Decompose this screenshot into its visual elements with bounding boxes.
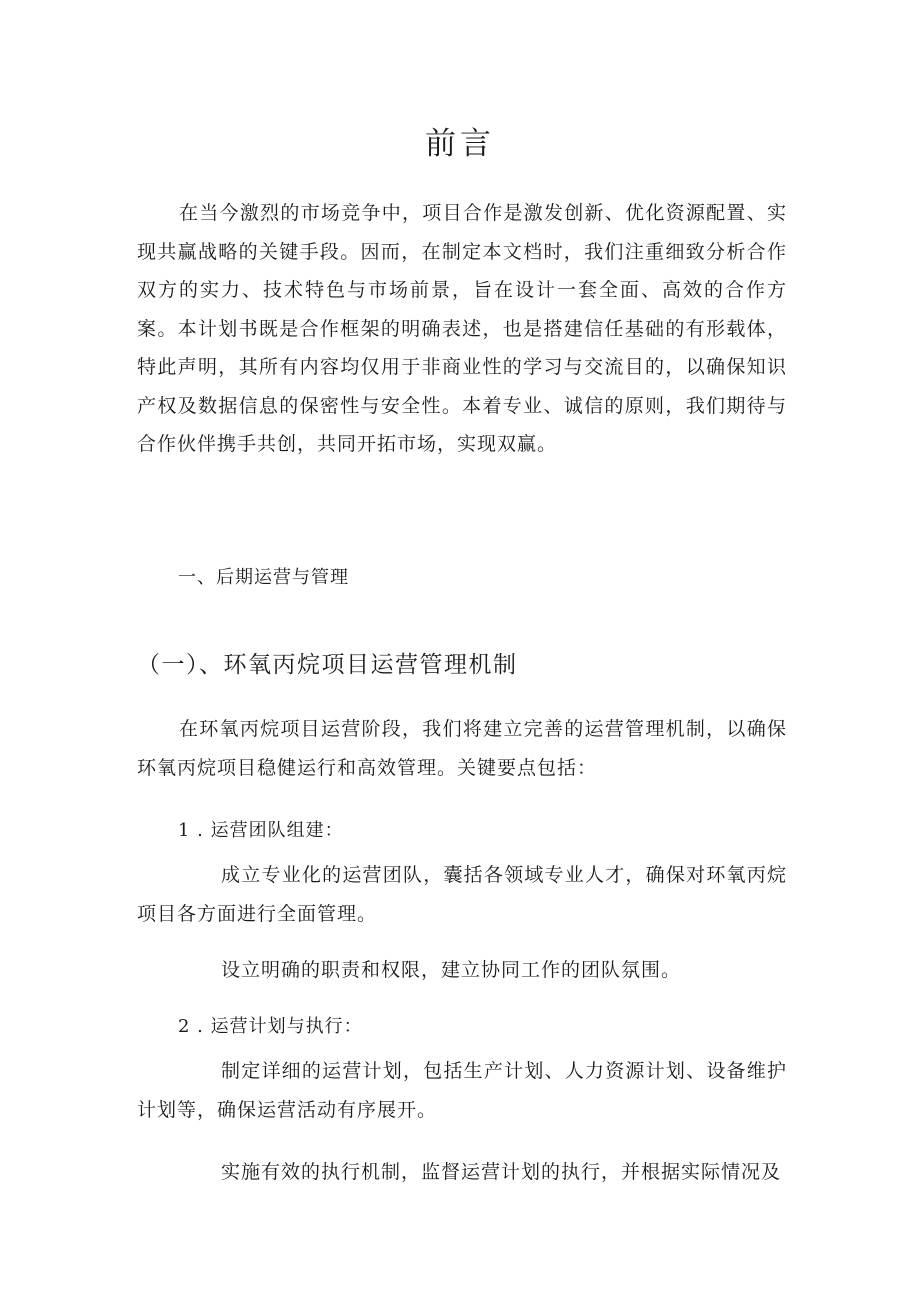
subsection-heading: （一）、环氧丙烷项目运营管理机制 <box>137 652 518 678</box>
list-item-paragraph: 成立专业化的运营团队，囊括各领域专业人才，确保对环氧丙烷项目各方面进行全面管理。 <box>137 864 787 925</box>
list-item-paragraph: 实施有效的执行机制，监督运营计划的执行，并根据实际情况及 <box>221 1161 782 1183</box>
section-heading: 一、后期运营与管理 <box>178 567 349 588</box>
list-item-paragraph: 制定详细的运营计划，包括生产计划、人力资源计划、设备维护计划等，确保运营活动有序展开。 <box>137 1060 787 1121</box>
intro-paragraph: 在当今激烈的市场竞争中，项目合作是激发创新、优化资源配置、实现共赢战略的关键手段。因而，在制定本文档时，我们注重细致分析合作双方的实力、技术特色与市场前景，旨在设计一套全面、高效的合作方案。本计划书既是合作框架的明确表述，也是搭建信任基础的有形载体，特此声明，其所有内容均仅用于非商业性的学习与交流目的，以确保知识产权及数据信息的保密性与安全性。本着专业、诚信的原则，我们期待与合作伙伴携手共创，共同开拓市场，实现双赢。 <box>137 202 787 455</box>
list-item-paragraph: 设立明确的职责和权限，建立协同工作的团队氛围。 <box>221 959 682 981</box>
list-item-title: 2 . 运营计划与执行： <box>178 1016 363 1037</box>
subsection-intro-paragraph: 在环氧丙烷项目运营阶段，我们将建立完善的运营管理机制，以确保环氧丙烷项目稳健运行和高效管理。关键要点包括： <box>137 718 787 779</box>
page-title: 前言 <box>425 126 495 162</box>
list-item-title: 1 . 运营团队组建： <box>178 820 344 841</box>
